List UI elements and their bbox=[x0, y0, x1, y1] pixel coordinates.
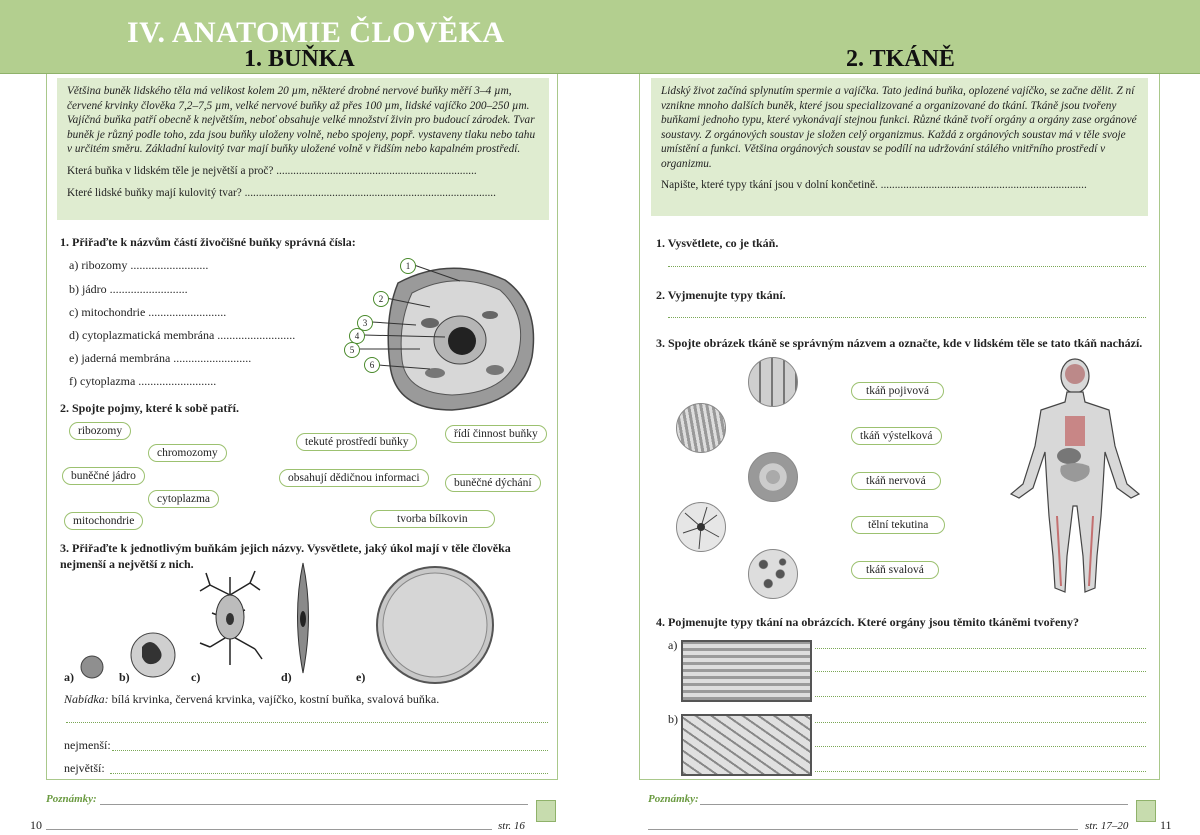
largest-label: největší: bbox=[64, 761, 105, 775]
part-item-f: f) cytoplazma .......................... bbox=[69, 374, 217, 388]
left-task-3: 3. Přiřaďte k jednotlivým buňkám jejich názvy. Vysvětlete, jaký úkol mají v těle člověka nejmenší a největší z nich. bbox=[60, 541, 511, 571]
left-task-1: 1. Přiřaďte k názvům částí živočišné buňky správná čísla: bbox=[60, 235, 356, 249]
right-notes-line-2[interactable] bbox=[648, 829, 1078, 830]
largest-answer-line[interactable] bbox=[110, 773, 548, 774]
left-intro-question-2: Které lidské buňky mají kulovitý tvar? ......................................................................................... bbox=[67, 187, 496, 199]
left-task-2: 2. Spojte pojmy, které k sobě patří. bbox=[60, 401, 239, 415]
term-mitochondrie[interactable]: mitochondrie bbox=[64, 512, 143, 530]
answer-line-1[interactable] bbox=[66, 722, 548, 723]
cell-number-1: 1 bbox=[400, 258, 416, 274]
tissue-name-nerve[interactable]: tkáň nervová bbox=[851, 472, 941, 490]
right-page-ref: str. 17–20 bbox=[1085, 820, 1129, 832]
right-task-4: 4. Pojmenujte typy tkání na obrázcích. Které orgány jsou těmito tkáněmi tvořeny? bbox=[656, 615, 1079, 629]
part-item-c: c) mitochondrie .......................... bbox=[69, 305, 227, 319]
right-intro-box bbox=[651, 78, 1148, 216]
smallest-answer-line[interactable] bbox=[112, 750, 548, 751]
tissue-answer-line[interactable] bbox=[668, 266, 1146, 267]
cell-number-4: 4 bbox=[349, 328, 365, 344]
term-tvorba-bilkovin[interactable]: tvorba bílkovin bbox=[370, 510, 495, 528]
tissue-types-answer-line[interactable] bbox=[668, 317, 1146, 318]
right-task-2: 2. Vyjmenujte typy tkání. bbox=[656, 288, 786, 302]
cell-label-c: c) bbox=[191, 670, 201, 684]
term-chromozomy[interactable]: chromozomy bbox=[148, 444, 227, 462]
tissue-image-bone bbox=[748, 452, 798, 502]
left-qr-icon bbox=[536, 800, 556, 822]
cell-number-2: 2 bbox=[373, 291, 389, 307]
right-intro-question-1: Napište, které typy tkání jsou v dolní končetině. ......................................................................... bbox=[661, 179, 1087, 191]
term-dedicna-informace[interactable]: obsahují dědičnou informaci bbox=[279, 469, 429, 487]
cell-number-3: 3 bbox=[357, 315, 373, 331]
cell-number-6: 6 bbox=[364, 357, 380, 373]
tissue-picture-a bbox=[681, 640, 812, 702]
tissue-name-muscle[interactable]: tkáň svalová bbox=[851, 561, 939, 579]
right-task-1: 1. Vysvětlete, co je tkáň. bbox=[656, 236, 779, 250]
left-page-ref: str. 16 bbox=[498, 820, 525, 832]
term-ribozomy[interactable]: ribozomy bbox=[69, 422, 131, 440]
pic-label-a: a) bbox=[668, 638, 678, 652]
part-item-a: a) ribozomy .......................... bbox=[69, 258, 209, 272]
smallest-label: nejmenší: bbox=[64, 738, 111, 752]
human-body-illustration bbox=[1005, 356, 1145, 602]
right-notes-line[interactable] bbox=[700, 804, 1128, 805]
tissue-name-epithelial[interactable]: tkáň výstelková bbox=[851, 427, 942, 445]
left-intro-text: Většina buněk lidského těla má velikost kolem 20 µm, některé drobné nervové buňky měří 3–4 µm, červené krvinky člověka 7,2–7,5 µm, velké nervové buňky až přes 100 µm, lidské vajíčko 200–250 µm. Vajíčná buňka patří obecně k největším, neboť obsahuje velké množství živin pro budoucí zárodek. Tvar buněk je různý podle toho, zda jsou buňky uloženy volně, nebo spojeny, popř. vystaveny tlaku nebo tahu v určitém směru. Základní kulovitý tvar mají buňky uložené volně v řidším nebo kapalném prostředí. bbox=[67, 85, 536, 155]
term-bunecne-dychani[interactable]: buněčné dýchání bbox=[445, 474, 541, 492]
part-item-b: b) jádro .......................... bbox=[69, 282, 188, 296]
cell-label-b: b) bbox=[119, 670, 130, 684]
pic-a-answer-line-1[interactable] bbox=[815, 648, 1146, 649]
animal-cell-illustration bbox=[340, 245, 545, 415]
section-title-right: 2. TKÁNĚ bbox=[846, 46, 955, 72]
right-notes-label: Poznámky: bbox=[648, 793, 699, 805]
offer-label: Nabídka: bbox=[64, 692, 109, 706]
tissue-picture-b bbox=[681, 714, 812, 776]
tissue-name-connective[interactable]: tkáň pojivová bbox=[851, 382, 944, 400]
right-task-3: 3. Spojte obrázek tkáně se správným názvem a označte, kde v lidském těle se tato tkáň nachází. bbox=[656, 336, 1143, 350]
offer-line bbox=[64, 692, 439, 707]
pic-a-answer-line-2[interactable] bbox=[815, 671, 1146, 672]
right-intro-text: Lidský život začíná splynutím spermie a vajíčka. Tato jediná buňka, oplozené vajíčko, se začne dělit. Z ní vznikne mnoho dalších buněk, které jsou specializované a organizované do tkání. Tkáně jsou tvořeny buňkami jednoho typu, které vykonávají stejnou funkci. Různé tkáně tvoří orgány a orgány zase orgánové soustavy. Z orgánových soustav je složen celý organizmus. Každá z orgánových soustav má v těle svoje umístění a funkci. Většina orgánových soustav se podílí na udržování stálého vnitřního prostředí v organizmu. bbox=[661, 85, 1137, 170]
left-intro-question-1: Která buňka v lidském těle je největší a proč? ....................................................................... bbox=[67, 164, 477, 177]
left-notes-line-2[interactable] bbox=[46, 829, 492, 830]
right-page-number: 11 bbox=[1160, 818, 1172, 832]
cell-label-e: e) bbox=[356, 670, 366, 684]
pic-a-answer-line-3[interactable] bbox=[815, 696, 1146, 697]
left-notes-label: Poznámky: bbox=[46, 793, 97, 805]
offer-text: bílá krvinka, červená krvinka, vajíčko, kostní buňka, svalová buňka. bbox=[108, 692, 440, 706]
pic-b-answer-line-2[interactable] bbox=[815, 746, 1146, 747]
pic-label-b: b) bbox=[668, 712, 678, 726]
term-tekute-prostredi[interactable]: tekuté prostředí buňky bbox=[296, 433, 417, 451]
right-qr-icon bbox=[1136, 800, 1156, 822]
tissue-image-muscle bbox=[676, 403, 726, 453]
section-title-left: 1. BUŇKA bbox=[244, 46, 355, 72]
tissue-name-body-fluid[interactable]: tělní tekutina bbox=[851, 516, 945, 534]
part-item-d: d) cytoplazmatická membrána .......................... bbox=[69, 328, 296, 342]
cell-types-illustration bbox=[60, 555, 540, 685]
left-intro-box bbox=[57, 78, 549, 220]
term-bunecne-jadro[interactable]: buněčné jádro bbox=[62, 467, 145, 485]
cell-label-d: d) bbox=[281, 670, 292, 684]
term-cytoplazma[interactable]: cytoplazma bbox=[148, 490, 219, 508]
chapter-title: IV. ANATOMIE ČLOVĚKA bbox=[127, 16, 505, 49]
term-ridi-cinnost[interactable]: řídí činnost buňky bbox=[445, 425, 547, 443]
tissue-image-nerve bbox=[676, 502, 726, 552]
tissue-image-blood bbox=[748, 549, 798, 599]
left-notes-line[interactable] bbox=[100, 804, 528, 805]
pic-b-answer-line-3[interactable] bbox=[815, 771, 1146, 772]
pic-b-answer-line-1[interactable] bbox=[815, 722, 1146, 723]
left-page-number: 10 bbox=[30, 818, 42, 832]
cell-number-5: 5 bbox=[344, 342, 360, 358]
tissue-image-epithelial bbox=[748, 357, 798, 407]
part-item-e: e) jaderná membrána .......................... bbox=[69, 351, 252, 365]
cell-label-a: a) bbox=[64, 670, 74, 684]
